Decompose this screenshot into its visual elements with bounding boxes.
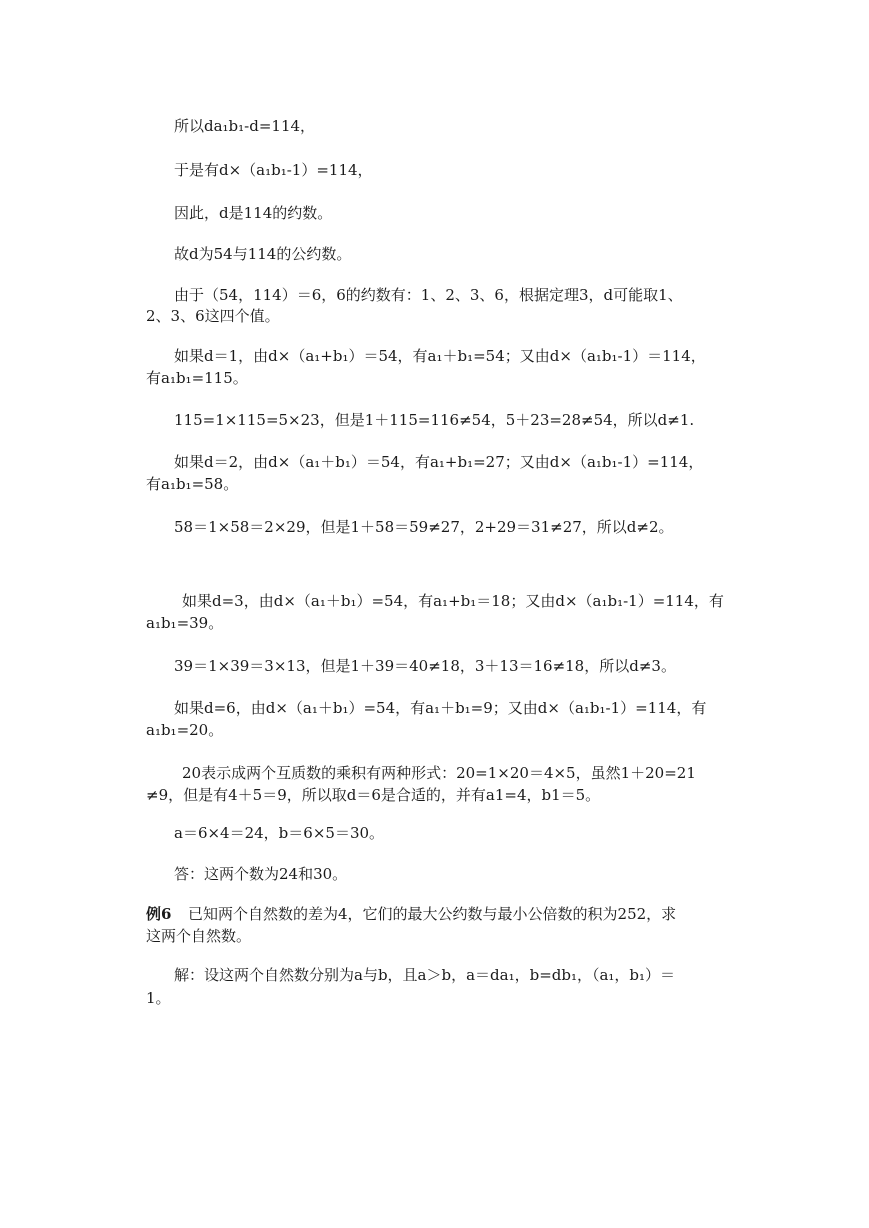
text-line-16: 如果d=6，由d×（a₁＋b₁）=54，有a₁＋b₁=9；又由d×（a₁b₁-1）=114，有 (174, 699, 707, 717)
text-line-14: a₁b₁=39。 (146, 614, 224, 632)
text-line-1: 所以da₁b₁-d=114， (174, 117, 316, 135)
text-line-5: 由于（54，114）＝6，6的约数有：1、2、3、6，根据定理3，d可能取1、 (174, 286, 683, 304)
text-line-17: a₁b₁=20。 (146, 721, 224, 739)
text-line-3: 因此，d是114的约数。 (174, 204, 333, 222)
text-line-6: 2、3、6这四个值。 (146, 307, 280, 325)
text-line-18: 20表示成两个互质数的乘积有两种形式：20=1×20＝4×5，虽然1＋20=21 (182, 764, 696, 782)
text-line-13: 如果d=3，由d×（a₁＋b₁）=54，有a₁+b₁＝18；又由d×（a₁b₁-1）=114，有 (182, 592, 724, 610)
text-line-11: 有a₁b₁=58。 (146, 475, 239, 493)
text-line-19: ≠9，但是有4＋5＝9，所以取d＝6是合适的，并有a1=4，b1＝5。 (146, 786, 601, 804)
text-line-4: 故d为54与114的公约数。 (174, 245, 352, 263)
text-line-25: 1。 (146, 989, 171, 1007)
text-line-21: 答：这两个数为24和30。 (174, 865, 348, 883)
text-line-9: 115=1×115=5×23，但是1＋115=116≠54，5＋23=28≠54，所以d≠1. (174, 411, 695, 429)
example-label: 例6 (146, 905, 172, 923)
text-line-7: 如果d＝1，由d×（a₁+b₁）＝54，有a₁＋b₁=54；又由d×（a₁b₁-1）＝114， (174, 347, 706, 365)
text-line-8: 有a₁b₁=115。 (146, 369, 248, 387)
text-line-2: 于是有d×（a₁b₁-1）=114， (174, 161, 373, 179)
text-line-20: a＝6×4＝24，b＝6×5＝30。 (174, 824, 385, 842)
text-line-15: 39＝1×39＝3×13，但是1＋39＝40≠18，3＋13＝16≠18，所以d≠3。 (174, 657, 676, 675)
text-line-10: 如果d＝2，由d×（a₁＋b₁）＝54，有a₁+b₁=27；又由d×（a₁b₁-1）=114， (174, 453, 704, 471)
text-line-22: 已知两个自然数的差为4，它们的最大公约数与最小公倍数的积为252，求 (188, 905, 677, 923)
text-line-23: 这两个自然数。 (146, 927, 252, 945)
text-line-24: 解：设这两个自然数分别为a与b，且a＞b，a＝da₁，b=db₁，（a₁，b₁）＝ (174, 966, 676, 984)
text-line-12: 58＝1×58＝2×29，但是1＋58＝59≠27，2+29＝31≠27，所以d≠2。 (174, 518, 674, 536)
